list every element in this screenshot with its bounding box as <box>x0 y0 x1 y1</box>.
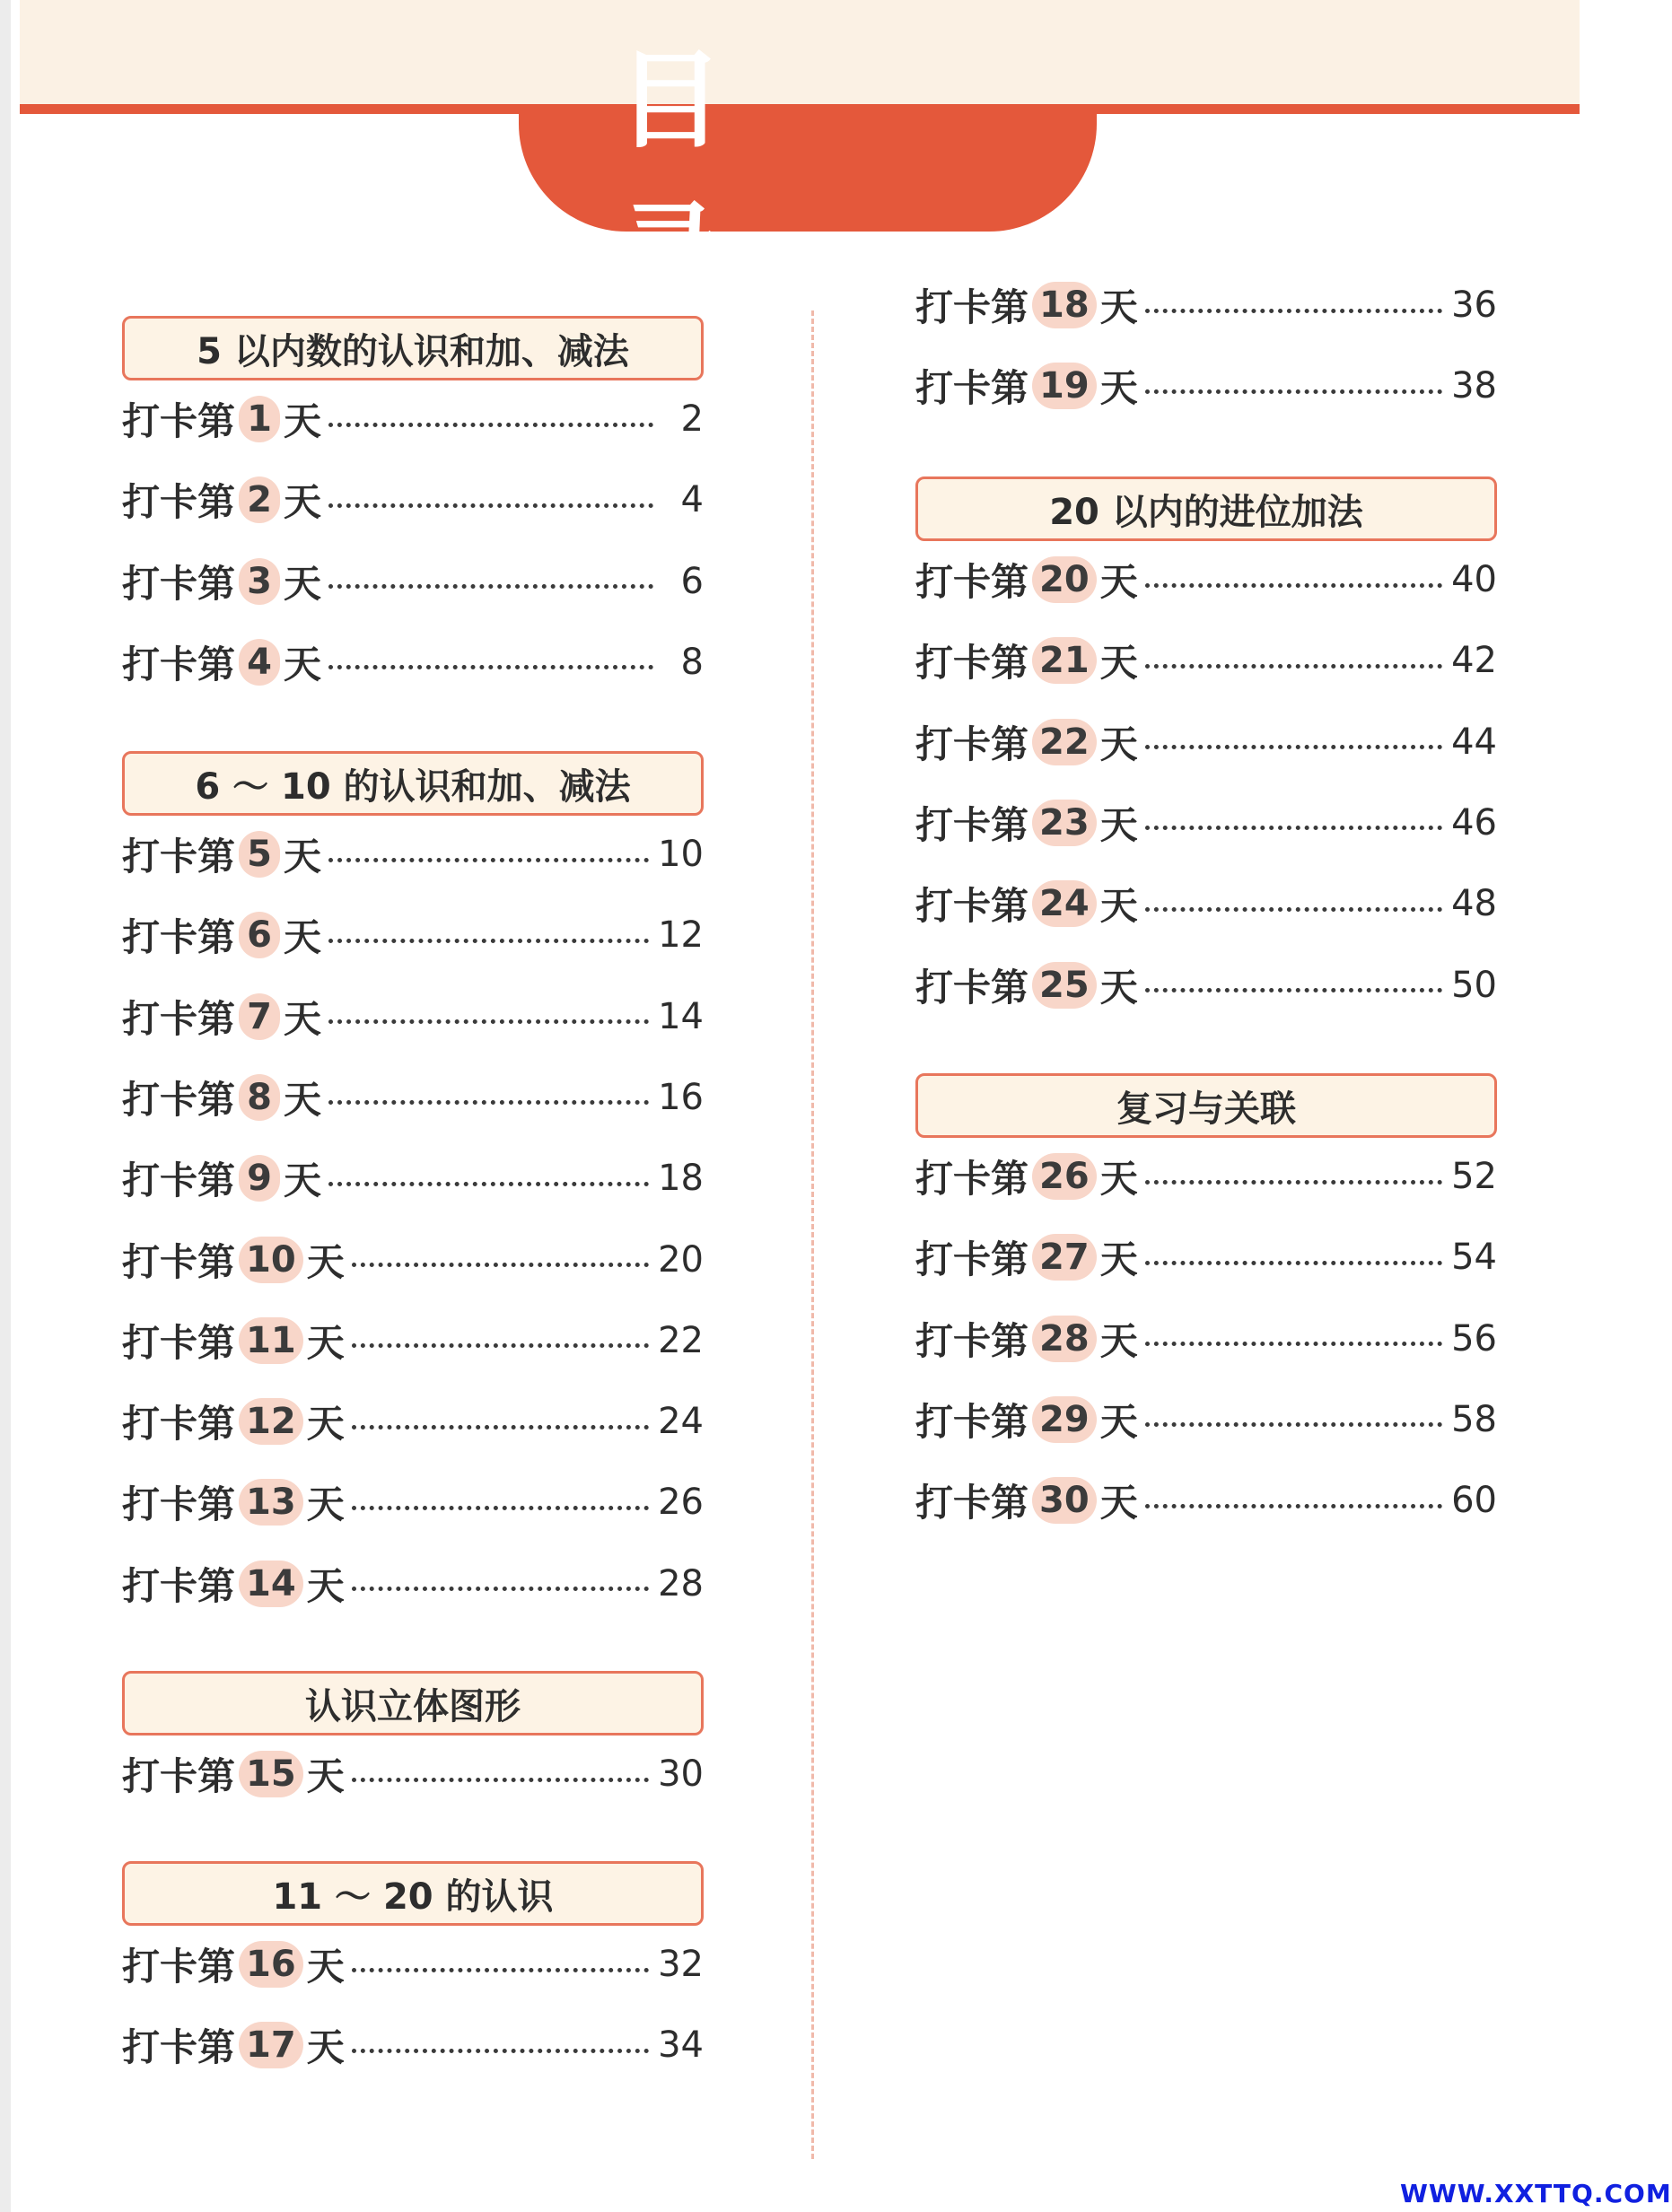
day-number-badge: 14 <box>239 1561 303 1607</box>
day-number-badge: 2 <box>239 476 280 523</box>
toc-entry[interactable] <box>122 2016 704 2074</box>
entry-prefix: 打卡第 <box>915 965 1029 1010</box>
dot-leader <box>328 1182 649 1186</box>
page-number: 28 <box>658 1562 704 1604</box>
page-number: 46 <box>1451 801 1497 844</box>
section-header: 6 ～ 10 的认识和加、减法 <box>122 751 704 816</box>
entry-prefix: 打卡第 <box>915 721 1029 766</box>
dot-leader <box>328 584 653 589</box>
entry-prefix: 打卡第 <box>122 1945 236 1989</box>
toc-entry[interactable] <box>915 276 1497 334</box>
page-number: 44 <box>1451 721 1497 763</box>
entry-suffix: 天 <box>306 1320 345 1365</box>
day-number-badge: 5 <box>239 831 280 878</box>
page-edge <box>0 0 11 2212</box>
page-number: 42 <box>1451 640 1497 682</box>
entry-suffix: 天 <box>284 480 322 525</box>
toc-entry[interactable] <box>122 471 704 529</box>
dot-leader <box>328 858 649 862</box>
entry-prefix: 打卡第 <box>122 480 236 525</box>
entry-prefix: 打卡第 <box>122 1239 236 1284</box>
column-divider <box>811 310 814 2159</box>
entry-prefix: 打卡第 <box>915 1399 1029 1444</box>
day-number-badge: 27 <box>1032 1234 1097 1281</box>
dot-leader <box>352 1343 649 1348</box>
entry-prefix: 打卡第 <box>122 2025 236 2070</box>
entry-suffix: 天 <box>284 835 322 879</box>
page-number: 2 <box>680 398 704 440</box>
day-number-badge: 8 <box>239 1074 280 1121</box>
entry-suffix: 天 <box>1099 1237 1138 1282</box>
dot-leader <box>1145 664 1442 669</box>
day-number-badge: 22 <box>1032 719 1097 765</box>
entry-suffix: 天 <box>284 1077 322 1122</box>
entry-suffix: 天 <box>284 915 322 960</box>
toc-entry[interactable] <box>122 1150 704 1207</box>
dot-leader <box>1145 745 1442 749</box>
page-number: 10 <box>658 834 704 875</box>
dot-leader <box>352 1263 649 1267</box>
toc-entry[interactable] <box>122 1473 704 1531</box>
day-number-badge: 4 <box>239 639 280 686</box>
entry-suffix: 天 <box>306 1239 345 1284</box>
day-number-badge: 26 <box>1032 1153 1097 1200</box>
entry-prefix: 打卡第 <box>122 642 236 686</box>
entry-suffix: 天 <box>1099 560 1138 604</box>
entry-suffix: 天 <box>284 1158 322 1203</box>
dot-leader <box>352 1778 649 1782</box>
page-number: 54 <box>1451 1237 1497 1279</box>
dot-leader <box>328 665 653 669</box>
dot-leader <box>1145 309 1442 313</box>
day-number-badge: 20 <box>1032 556 1097 603</box>
day-number-badge: 9 <box>239 1155 280 1202</box>
toc-entry[interactable] <box>915 957 1497 1014</box>
entry-suffix: 天 <box>284 561 322 606</box>
toc-entry[interactable] <box>915 1148 1497 1205</box>
entry-prefix: 打卡第 <box>915 560 1029 604</box>
toc-entry[interactable] <box>122 1231 704 1289</box>
section-header: 20 以内的进位加法 <box>915 476 1497 541</box>
dot-leader <box>352 1425 649 1429</box>
entry-suffix: 天 <box>1099 1399 1138 1444</box>
toc-entry[interactable] <box>122 988 704 1045</box>
page-number: 12 <box>658 914 704 957</box>
toc-entry[interactable] <box>915 713 1497 771</box>
entry-prefix: 打卡第 <box>122 1482 236 1527</box>
toc-entry[interactable] <box>122 1069 704 1126</box>
entry-suffix: 天 <box>1099 721 1138 766</box>
toc-entry[interactable] <box>915 875 1497 932</box>
day-number-badge: 16 <box>239 1941 303 1988</box>
entry-prefix: 打卡第 <box>915 641 1029 686</box>
toc-entry[interactable] <box>915 1310 1497 1368</box>
entry-suffix: 天 <box>284 399 322 443</box>
entry-prefix: 打卡第 <box>915 802 1029 847</box>
entry-prefix: 打卡第 <box>122 1754 236 1798</box>
page-number: 20 <box>658 1238 704 1281</box>
entry-prefix: 打卡第 <box>122 1402 236 1447</box>
entry-suffix: 天 <box>306 1402 345 1447</box>
toc-entry[interactable] <box>122 390 704 448</box>
dot-leader <box>328 423 653 427</box>
page-number: 32 <box>658 1944 704 1985</box>
day-number-badge: 6 <box>239 912 280 958</box>
toc-entry[interactable] <box>915 1472 1497 1529</box>
page-number: 38 <box>1451 365 1497 407</box>
toc-entry[interactable] <box>122 553 704 610</box>
dot-leader <box>352 2049 649 2053</box>
day-number-badge: 18 <box>1032 282 1097 328</box>
page-number: 16 <box>658 1076 704 1118</box>
page-number: 14 <box>658 995 704 1037</box>
toc-entry[interactable] <box>122 1312 704 1369</box>
entry-prefix: 打卡第 <box>122 1563 236 1608</box>
entry-suffix: 天 <box>284 996 322 1041</box>
toc-entry[interactable] <box>122 906 704 964</box>
entry-suffix: 天 <box>1099 965 1138 1010</box>
section-header: 5 以内数的认识和加、减法 <box>122 316 704 380</box>
entry-suffix: 天 <box>1099 802 1138 847</box>
page-number: 60 <box>1451 1480 1497 1522</box>
section-header: 11 ～ 20 的认识 <box>122 1861 704 1926</box>
entry-suffix: 天 <box>1099 366 1138 411</box>
page-number: 8 <box>680 641 704 683</box>
page-number: 18 <box>658 1158 704 1200</box>
entry-suffix: 天 <box>306 2025 345 2070</box>
day-number-badge: 29 <box>1032 1396 1097 1443</box>
page-number: 24 <box>658 1401 704 1443</box>
entry-prefix: 打卡第 <box>122 835 236 879</box>
day-number-badge: 17 <box>239 2022 303 2068</box>
toc-entry[interactable] <box>915 1228 1497 1286</box>
entry-prefix: 打卡第 <box>915 1318 1029 1363</box>
entry-prefix: 打卡第 <box>915 285 1029 329</box>
toc-entry[interactable] <box>915 794 1497 852</box>
dot-leader <box>352 1587 649 1591</box>
toc-entry[interactable] <box>122 1393 704 1450</box>
page-number: 58 <box>1451 1398 1497 1440</box>
page-number: 22 <box>658 1319 704 1361</box>
section-header: 认识立体图形 <box>122 1671 704 1736</box>
toc-entry[interactable] <box>122 634 704 691</box>
day-number-badge: 1 <box>239 396 280 442</box>
day-number-badge: 21 <box>1032 637 1097 684</box>
day-number-badge: 15 <box>239 1751 303 1797</box>
dot-leader <box>1145 1422 1442 1427</box>
dot-leader <box>328 939 649 943</box>
toc-entry[interactable] <box>122 1745 704 1803</box>
entry-suffix: 天 <box>1099 1318 1138 1363</box>
entry-suffix: 天 <box>306 1754 345 1798</box>
day-number-badge: 10 <box>239 1237 303 1283</box>
dot-leader <box>1145 1261 1442 1265</box>
page-number: 48 <box>1451 883 1497 925</box>
entry-prefix: 打卡第 <box>915 884 1029 929</box>
page-number: 52 <box>1451 1156 1497 1197</box>
toc-entry[interactable] <box>915 632 1497 689</box>
page-number: 50 <box>1451 964 1497 1006</box>
page-number: 4 <box>680 479 704 521</box>
watermark: WWW.XXTTQ.COM <box>1400 2179 1672 2208</box>
day-number-badge: 24 <box>1032 880 1097 927</box>
section-header: 复习与关联 <box>915 1073 1497 1138</box>
entry-prefix: 打卡第 <box>122 1077 236 1122</box>
entry-prefix: 打卡第 <box>915 1481 1029 1526</box>
day-number-badge: 25 <box>1032 962 1097 1009</box>
dot-leader <box>1145 907 1442 912</box>
entry-suffix: 天 <box>1099 1157 1138 1201</box>
entry-prefix: 打卡第 <box>122 996 236 1041</box>
entry-suffix: 天 <box>306 1563 345 1608</box>
day-number-badge: 28 <box>1032 1316 1097 1362</box>
dot-leader <box>328 1100 649 1105</box>
day-number-badge: 7 <box>239 993 280 1040</box>
entry-suffix: 天 <box>1099 285 1138 329</box>
page-number: 36 <box>1451 284 1497 326</box>
day-number-badge: 19 <box>1032 363 1097 409</box>
dot-leader <box>1145 1342 1442 1346</box>
dot-leader <box>1145 826 1442 830</box>
toc-entry[interactable] <box>122 1936 704 1993</box>
page-number: 30 <box>658 1753 704 1795</box>
entry-suffix: 天 <box>306 1482 345 1527</box>
page-title: 录 <box>519 104 1097 232</box>
entry-suffix: 天 <box>284 642 322 686</box>
entry-prefix: 打卡第 <box>122 1158 236 1203</box>
entry-suffix: 天 <box>1099 641 1138 686</box>
dot-leader <box>328 1019 649 1024</box>
entry-prefix: 打卡第 <box>122 1320 236 1365</box>
page-number: 34 <box>658 2024 704 2067</box>
dot-leader <box>1145 583 1442 588</box>
day-number-badge: 11 <box>239 1317 303 1364</box>
entry-prefix: 打卡第 <box>122 561 236 606</box>
dot-leader <box>352 1506 649 1510</box>
day-number-badge: 3 <box>239 558 280 605</box>
dot-leader <box>352 1968 649 1972</box>
dot-leader <box>1145 988 1442 992</box>
entry-prefix: 打卡第 <box>915 366 1029 411</box>
page-number: 56 <box>1451 1317 1497 1360</box>
entry-prefix: 打卡第 <box>915 1237 1029 1282</box>
day-number-badge: 30 <box>1032 1477 1097 1524</box>
entry-prefix: 打卡第 <box>122 915 236 960</box>
page-number: 6 <box>680 560 704 602</box>
entry-prefix: 打卡第 <box>122 399 236 443</box>
entry-suffix: 天 <box>306 1945 345 1989</box>
toc-entry[interactable] <box>122 1555 704 1613</box>
dot-leader <box>1145 1504 1442 1508</box>
toc-entry[interactable] <box>915 357 1497 415</box>
day-number-badge: 12 <box>239 1398 303 1445</box>
toc-entry[interactable] <box>122 826 704 883</box>
day-number-badge: 23 <box>1032 800 1097 846</box>
entry-suffix: 天 <box>1099 1481 1138 1526</box>
page-number: 40 <box>1451 559 1497 600</box>
dot-leader <box>328 503 653 508</box>
entry-prefix: 打卡第 <box>915 1157 1029 1201</box>
dot-leader <box>1145 389 1442 394</box>
toc-entry[interactable] <box>915 551 1497 608</box>
toc-entry[interactable] <box>915 1391 1497 1448</box>
dot-leader <box>1145 1180 1442 1185</box>
entry-suffix: 天 <box>1099 884 1138 929</box>
day-number-badge: 13 <box>239 1479 303 1526</box>
page-number: 26 <box>658 1482 704 1524</box>
